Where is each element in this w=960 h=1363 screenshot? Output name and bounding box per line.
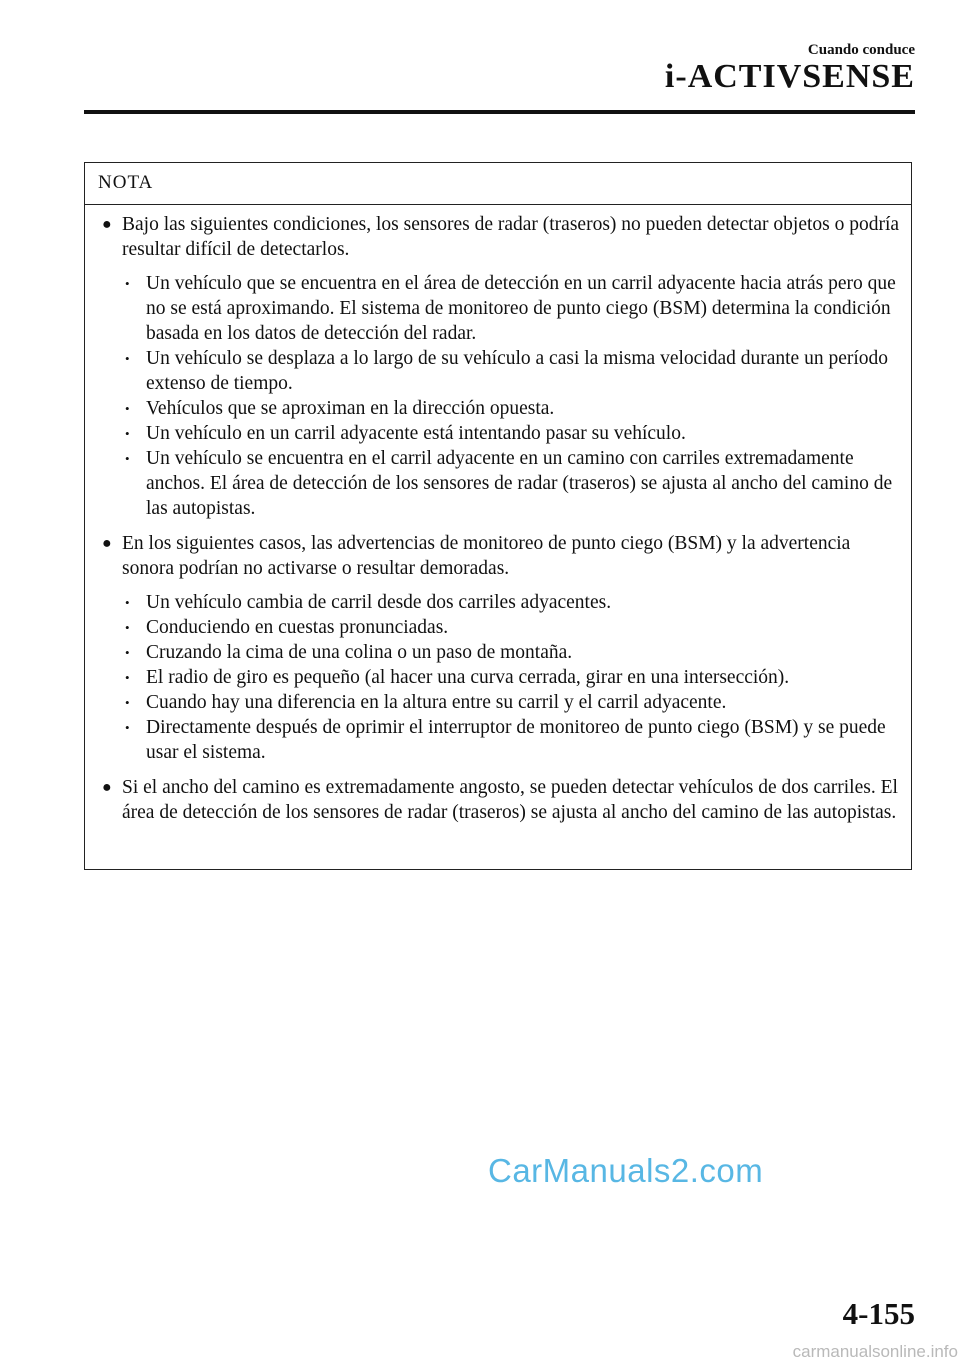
chapter-title: i-ACTIVSENSE xyxy=(664,58,915,95)
note-item xyxy=(85,212,903,521)
small-bullet-icon: • xyxy=(125,401,130,416)
small-bullet-icon: • xyxy=(125,670,130,685)
small-bullet-icon: • xyxy=(125,645,130,660)
note-subitem xyxy=(122,665,903,690)
note-subitem-text: Conduciendo en cuestas pronunciadas. xyxy=(146,617,449,638)
note-subitem-text: Vehículos que se aproximan en la dirección opuesta. xyxy=(146,398,555,419)
note-subitem-text: Un vehículo en un carril adyacente está intentando pasar su vehículo. xyxy=(146,423,686,444)
note-subitem xyxy=(122,271,903,346)
note-subitem xyxy=(122,421,903,446)
note-box xyxy=(84,162,912,870)
watermark-logo: CarManuals2.com xyxy=(488,1152,764,1189)
note-subitem xyxy=(122,715,903,765)
note-subitem xyxy=(122,590,903,615)
small-bullet-icon: • xyxy=(125,276,130,291)
small-bullet-icon: • xyxy=(125,351,130,366)
section-label: Cuando conduce xyxy=(807,42,915,58)
note-subitem xyxy=(122,446,903,521)
small-bullet-icon: • xyxy=(125,595,130,610)
note-body xyxy=(85,205,911,825)
note-subitem-text: Directamente después de oprimir el interruptor de monitoreo de punto ciego (BSM) y se puede usar el sistema. xyxy=(146,717,886,763)
note-sublist xyxy=(122,271,903,521)
bullet-dot-icon: ● xyxy=(102,216,112,233)
small-bullet-icon: • xyxy=(125,620,130,635)
note-subitem-text: Un vehículo se encuentra en el carril adyacente en un camino con carriles extremadamente anchos. El área de detección de los sensores de radar (traseros) se ajusta al ancho del camino de las autopistas. xyxy=(146,448,893,519)
note-subitem-text: Un vehículo cambia de carril desde dos carriles adyacentes. xyxy=(146,592,612,613)
note-subitem xyxy=(122,615,903,640)
note-item xyxy=(85,775,903,825)
note-item xyxy=(85,531,903,765)
note-sublist xyxy=(122,590,903,765)
note-item-text: Bajo las siguientes condiciones, los sensores de radar (traseros) no pueden detectar objetos o podría resultar difícil de detectarlos. xyxy=(122,214,900,260)
note-subitem xyxy=(122,346,903,396)
note-subitem xyxy=(122,640,903,665)
note-subitem-text: Un vehículo se desplaza a lo largo de su vehículo a casi la misma velocidad durante un período extenso de tiempo. xyxy=(146,348,889,394)
note-subitem xyxy=(122,690,903,715)
note-subitem-text: Cruzando la cima de una colina o un paso de montaña. xyxy=(146,642,573,663)
page-number: 4-155 xyxy=(842,1296,915,1331)
note-subitem-text: Un vehículo que se encuentra en el área de detección en un carril adyacente hacia atrás pero que no se está aproximando. El sistema de monitoreo de punto ciego (BSM) determina la condición basada en los datos de detección del radar. xyxy=(146,273,896,344)
small-bullet-icon: • xyxy=(125,451,130,466)
small-bullet-icon: • xyxy=(125,720,130,735)
small-bullet-icon: • xyxy=(125,426,130,441)
bullet-dot-icon: ● xyxy=(102,535,112,552)
note-item-text: Si el ancho del camino es extremadamente angosto, se pueden detectar vehículos de dos carriles. El área de detección de los sensores de radar (traseros) se ajusta al ancho del camino de las autopistas. xyxy=(122,777,898,823)
note-heading: NOTA xyxy=(85,163,911,205)
small-bullet-icon: • xyxy=(125,695,130,710)
note-item-text: En los siguientes casos, las advertencias de monitoreo de punto ciego (BSM) y la advertencia sonora podrían no activarse o resultar demoradas. xyxy=(122,533,851,579)
footer-url: carmanualsonline.info xyxy=(792,1342,958,1361)
note-subitem-text: El radio de giro es pequeño (al hacer una curva cerrada, girar en una intersección). xyxy=(146,667,790,688)
bullet-dot-icon: ● xyxy=(102,779,112,796)
header-divider xyxy=(84,110,915,114)
note-subitem xyxy=(122,396,903,421)
note-subitem-text: Cuando hay una diferencia en la altura entre su carril y el carril adyacente. xyxy=(146,692,727,713)
